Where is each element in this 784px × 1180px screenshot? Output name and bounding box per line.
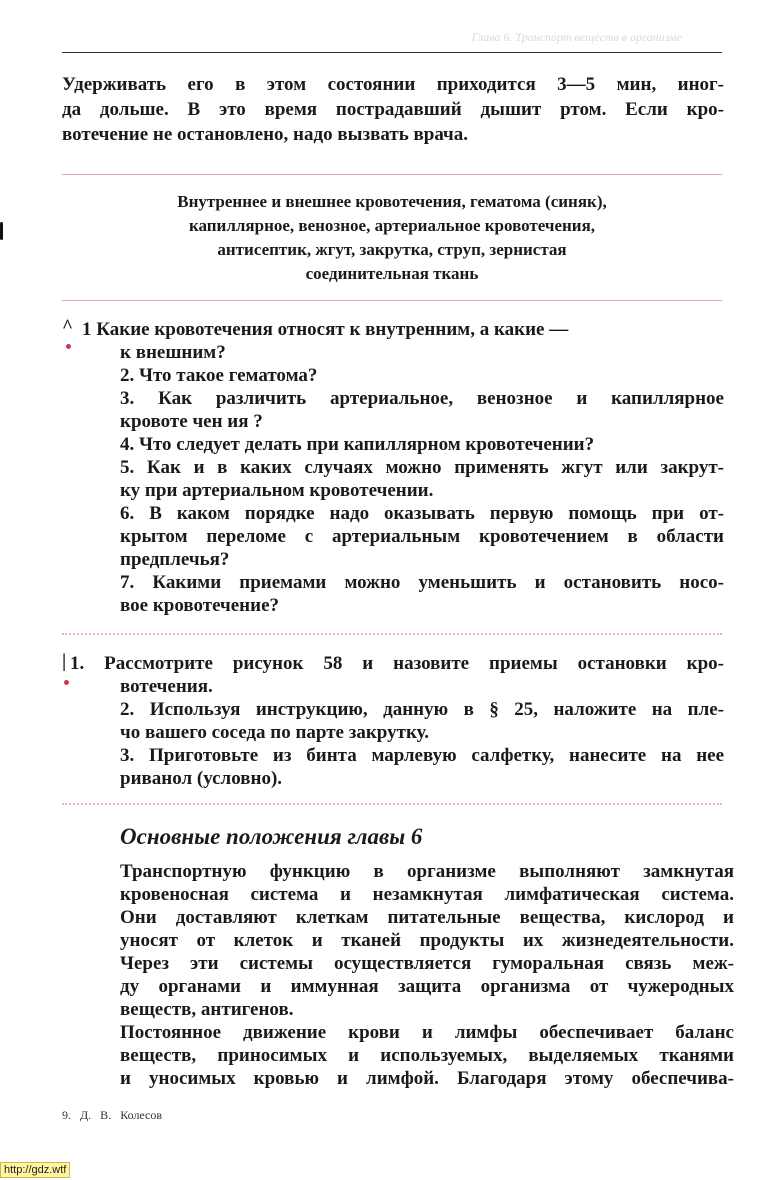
question-text: к внешним? bbox=[120, 342, 226, 363]
key-terms-box bbox=[112, 190, 672, 286]
task-item bbox=[62, 744, 724, 790]
summary-line: Через эти системы осуществляется гуморальная связь меж- bbox=[120, 953, 734, 974]
question-item bbox=[62, 318, 724, 364]
question-item bbox=[62, 387, 724, 433]
running-title: Глава 6. Транспорт веществ в организме bbox=[471, 30, 682, 44]
task-number: 2. bbox=[120, 699, 135, 720]
task-item bbox=[62, 698, 724, 744]
question-number: 3. bbox=[120, 388, 135, 409]
question-text: Какими приемами можно уменьшить и остановить носо- bbox=[152, 572, 724, 593]
question-item bbox=[62, 502, 724, 571]
question-text: В каком порядке надо оказывать первую помощь при от- bbox=[149, 503, 724, 524]
questions-list bbox=[62, 318, 724, 617]
tasks-marker: | bbox=[62, 651, 67, 672]
task-text: риванол (условно). bbox=[120, 768, 283, 789]
summary-line: и уносимых кровью и лимфой. Благодаря этому обеспечива- bbox=[120, 1068, 734, 1089]
question-item bbox=[62, 364, 724, 387]
questions-divider bbox=[62, 633, 722, 637]
summary-line: Постоянное движение крови и лимфы обеспечивает баланс bbox=[120, 1022, 734, 1043]
summary-paragraph bbox=[120, 860, 734, 1021]
summary-paragraph bbox=[120, 1021, 734, 1090]
task-text: Используя инструкцию, данную в § 25, наложите на пле- bbox=[149, 699, 725, 720]
question-number: 5. bbox=[120, 457, 135, 478]
question-text: вое кровотечение? bbox=[120, 595, 280, 616]
question-number: 7. bbox=[120, 572, 135, 593]
header-rule bbox=[62, 52, 722, 53]
tasks-list bbox=[62, 652, 724, 790]
question-number: 2. bbox=[120, 365, 135, 386]
question-text: Как и в каких случаях можно применять жгут или закрут- bbox=[146, 457, 725, 478]
terms-bottom-rule bbox=[62, 300, 722, 301]
summary-line: веществ, антигенов. bbox=[120, 999, 294, 1020]
question-number: 6. bbox=[120, 503, 135, 524]
question-text: Какие кровотечения относят к внутренним, а какие — bbox=[96, 319, 569, 340]
task-text: Рассмотрите рисунок 58 и назовите приемы остановки кро- bbox=[104, 653, 724, 674]
page-header bbox=[62, 22, 722, 58]
question-number: 1 bbox=[82, 319, 92, 340]
question-text: крытом переломе с артериальным кровотечением в области bbox=[120, 526, 724, 547]
summary-line: ду органами и иммунная защита организма от чужеродных bbox=[120, 976, 734, 997]
page-footer bbox=[62, 1108, 162, 1123]
task-text: вотечения. bbox=[120, 676, 213, 697]
intro-line: вотечение не остановлено, надо вызвать врача. bbox=[62, 124, 469, 145]
intro-line: Удерживать его в этом состоянии приходится 3—5 мин, иног- bbox=[62, 74, 724, 95]
summary-line: уносят от клеток и тканей продукты их жизнедеятельности. bbox=[120, 930, 734, 951]
task-text: Приготовьте из бинта марлевую салфетку, нанесите на нее bbox=[149, 745, 725, 766]
task-number: 1. bbox=[70, 653, 85, 674]
question-text: кровоте чен ия ? bbox=[120, 411, 263, 432]
summary-title: Основные положения главы 6 bbox=[120, 824, 423, 849]
margin-mark bbox=[0, 222, 3, 240]
task-number: 3. bbox=[120, 745, 135, 766]
tasks-divider bbox=[62, 803, 722, 807]
intro-line: да дольше. В это время пострадавший дышит ртом. Если кро- bbox=[62, 99, 724, 120]
summary-line: веществ, приносимых и используемых, выделяемых тканями bbox=[120, 1045, 734, 1066]
question-number: 4. bbox=[120, 434, 135, 455]
questions-marker: ^ bbox=[62, 316, 74, 337]
question-text: предплечья? bbox=[120, 549, 230, 570]
question-item bbox=[62, 571, 724, 617]
summary-line: Транспортную функцию в организме выполняют замкнутая bbox=[120, 861, 734, 882]
watermark-link[interactable]: http://gdz.wtf bbox=[0, 1162, 70, 1178]
question-text: Что такое гематома? bbox=[139, 365, 318, 386]
summary-text bbox=[120, 860, 734, 1090]
task-item bbox=[62, 652, 724, 698]
question-text: Как различить артериальное, венозное и капиллярное bbox=[158, 388, 724, 409]
key-term-line: Внутреннее и внешнее кровотечения, гематома (синяк), bbox=[177, 192, 607, 211]
question-item bbox=[62, 456, 724, 502]
summary-line: Они доставляют клеткам питательные вещества, кислород и bbox=[120, 907, 734, 928]
task-text: чо вашего соседа по парте закрутку. bbox=[120, 722, 429, 743]
summary-line: кровеносная система и незамкнутая лимфатическая система. bbox=[120, 884, 734, 905]
key-term-line: антисептик, жгут, закрутка, струп, зернистая bbox=[217, 240, 567, 259]
key-term-line: соединительная ткань bbox=[305, 264, 479, 283]
question-text: ку при артериальном кровотечении. bbox=[120, 480, 434, 501]
intro-paragraph bbox=[62, 72, 724, 147]
key-term-line: капиллярное, венозное, артериальное кровотечения, bbox=[188, 216, 596, 235]
question-text: Что следует делать при капиллярном кровотечении? bbox=[139, 434, 595, 455]
footer-author: Д. В. Колесов bbox=[80, 1108, 163, 1122]
question-item bbox=[62, 433, 724, 456]
terms-top-rule bbox=[62, 174, 722, 175]
footer-page-marker: 9. bbox=[62, 1108, 71, 1122]
